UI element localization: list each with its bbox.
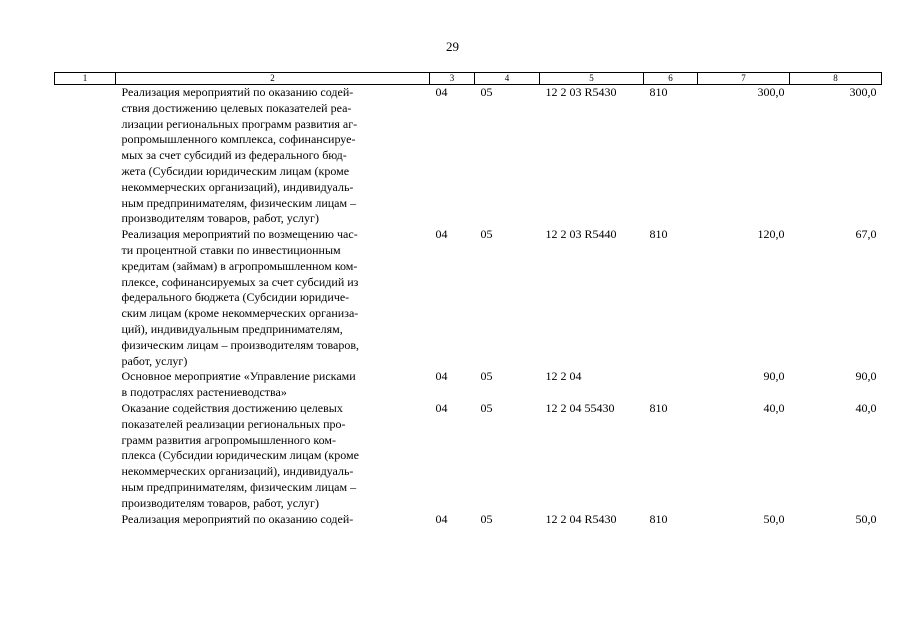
column-header: 4 [475, 73, 540, 85]
target-article-code: 12 2 03 R5430 [545, 85, 617, 99]
amount-actual: 67,0 [855, 227, 877, 242]
row-name: Реализация мероприятий по возмещению час- ти процентной ставки по инвестиционным кредитам (займам) в агропромышленном ком- плексе, софинансируемых за счет субсидий из федерального бюджета (Субсидии юридиче- ским лицам (кроме некоммерческих организа- ций), индивидуальным предпринимателям, физическим лицам – производителям товаров, работ, услуг) [121, 227, 360, 368]
budget-table [54, 72, 882, 527]
amount-planned: 300,0 [757, 85, 785, 99]
column-header: 1 [55, 73, 116, 85]
section-code: 04 [435, 400, 448, 415]
amount-actual: 300,0 [849, 85, 877, 99]
subsection-code: 05 [480, 227, 493, 242]
table-row [55, 369, 882, 401]
subsection-code: 05 [480, 400, 493, 415]
expense-type-code: 810 [649, 511, 668, 526]
page-number: 29 [446, 39, 459, 54]
empty-cell [55, 401, 116, 512]
amount-planned: 120,0 [757, 227, 785, 242]
table-row [55, 512, 882, 528]
subsection-code: 05 [480, 369, 493, 384]
amount-planned: 90,0 [763, 369, 785, 384]
amount-planned: 50,0 [763, 511, 785, 526]
table-row [55, 227, 882, 369]
amount-actual: 50,0 [855, 511, 877, 526]
empty-cell [55, 85, 116, 228]
expense-type-code [644, 369, 698, 401]
empty-cell [55, 512, 116, 528]
target-article-code: 12 2 04 55430 [545, 400, 615, 415]
column-header: 8 [790, 73, 882, 85]
section-code: 04 [435, 227, 448, 242]
target-article-code: 12 2 03 R5440 [545, 227, 617, 242]
subsection-code: 05 [480, 511, 493, 526]
amount-actual: 90,0 [855, 369, 877, 384]
section-code: 04 [435, 85, 448, 99]
table-row [55, 401, 882, 512]
column-header: 5 [540, 73, 644, 85]
empty-cell [55, 227, 116, 369]
subsection-code: 05 [480, 85, 493, 99]
expense-type-code: 810 [649, 400, 668, 415]
amount-actual: 40,0 [855, 400, 877, 415]
column-header: 7 [698, 73, 790, 85]
row-name: Основное мероприятие «Управление рисками в подотраслях растениеводства» [121, 369, 356, 400]
empty-cell [55, 369, 116, 401]
target-article-code: 12 2 04 R5430 [545, 511, 617, 526]
expense-type-code: 810 [649, 227, 668, 242]
row-name: Реализация мероприятий по оказанию содей- ствия достижению целевых показателей реа- лизации региональных программ развития аг- ропромышленного комплекса, софинансируе- мых за счет субсидий из федерального бюд- жета (Субсидии юридическим лицам (кроме некоммерческих организаций), индивидуаль- ным предпринимателям, физическим лицам – производителям товаров, работ, услуг) [121, 85, 358, 226]
header-row [55, 73, 882, 85]
row-name: Реализация мероприятий по оказанию содей- [121, 511, 354, 526]
row-name: Оказание содействия достижению целевых показателей реализации региональных про- грамм развития агропромышленного ком- плекса (Субсидии юридическим лицам (кроме некоммерческих организаций), индивидуаль- ным предпринимателям, физическим лицам – производителям товаров, работ, услуг) [121, 400, 359, 510]
column-header: 6 [644, 73, 698, 85]
column-header: 2 [116, 73, 430, 85]
table-row [55, 85, 882, 228]
section-code: 04 [435, 369, 448, 384]
column-header: 3 [430, 73, 475, 85]
amount-planned: 40,0 [763, 400, 785, 415]
target-article-code: 12 2 04 [545, 369, 582, 384]
section-code: 04 [435, 511, 448, 526]
expense-type-code: 810 [649, 85, 668, 99]
